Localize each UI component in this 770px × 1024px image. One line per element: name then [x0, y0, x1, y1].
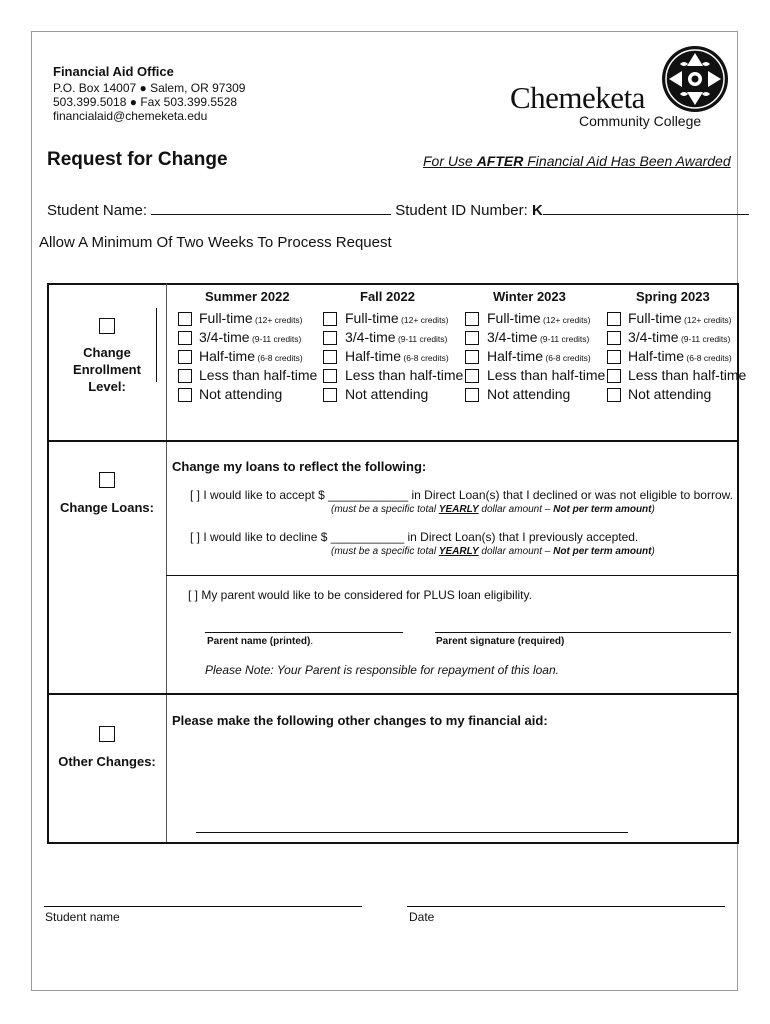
- parent-repayment-note: Please Note: Your Parent is responsible for repayment of this loan.: [205, 663, 559, 677]
- enrollment-option-label: Half-time (6-8 credits): [345, 348, 449, 364]
- row-divider-2: [47, 693, 739, 695]
- enrollment-option-checkbox[interactable]: [465, 369, 479, 383]
- enrollment-option-checkbox[interactable]: [465, 388, 479, 402]
- enrollment-option-label: Full-time (12+ credits): [628, 310, 732, 326]
- other-changes-label: Other Changes:: [58, 754, 156, 769]
- enrollment-option-checkbox[interactable]: [178, 369, 192, 383]
- table-column-divider: [166, 283, 167, 843]
- enrollment-option-label: Less than half-time: [345, 367, 464, 383]
- term-header: Winter 2023: [493, 289, 566, 304]
- loan-accept-note: (must be a specific total YEARLY dollar amount – Not per term amount): [331, 504, 655, 515]
- enrollment-option-label: Full-time (12+ credits): [487, 310, 591, 326]
- enrollment-option-checkbox[interactable]: [178, 331, 192, 345]
- table-left-border: [47, 283, 49, 843]
- change-loans-checkbox[interactable]: [99, 472, 115, 488]
- processing-notice: Allow A Minimum Of Two Weeks To Process Request: [39, 234, 392, 251]
- enrollment-option-label: Not attending: [487, 386, 571, 402]
- other-changes-checkbox[interactable]: [99, 726, 115, 742]
- student-info-line: Student Name: Student ID Number: K: [47, 202, 749, 219]
- plus-loan-option[interactable]: [ ] My parent would like to be considered for PLUS loan eligibility.: [188, 588, 532, 602]
- enrollment-option-label: 3/4-time (9-11 credits): [345, 329, 448, 345]
- other-changes-line[interactable]: [196, 832, 628, 833]
- enrollment-option-checkbox[interactable]: [607, 312, 621, 326]
- parent-signature-line[interactable]: [435, 632, 731, 633]
- student-signature-label: Student name: [45, 910, 120, 924]
- enrollment-option-checkbox[interactable]: [607, 350, 621, 364]
- office-title: Financial Aid Office: [53, 64, 174, 79]
- term-header: Spring 2023: [636, 289, 710, 304]
- enrollment-option-label: Less than half-time: [199, 367, 318, 383]
- student-signature-line[interactable]: [44, 906, 362, 907]
- enrollment-option-label: Half-time (6-8 credits): [199, 348, 303, 364]
- other-changes-heading: Please make the following other changes to my financial aid:: [172, 713, 548, 728]
- enrollment-option-checkbox[interactable]: [323, 312, 337, 326]
- enrollment-option-checkbox[interactable]: [323, 350, 337, 364]
- enrollment-option-checkbox[interactable]: [465, 331, 479, 345]
- office-email: financialaid@chemeketa.edu: [53, 109, 208, 123]
- enrollment-option-label: Not attending: [628, 386, 712, 402]
- loans-heading: Change my loans to reflect the following:: [172, 459, 427, 474]
- parent-signature-label: Parent signature (required): [436, 636, 565, 647]
- enrollment-option-label: Less than half-time: [628, 367, 747, 383]
- college-seal-icon: [660, 44, 730, 114]
- enrollment-option-checkbox[interactable]: [323, 331, 337, 345]
- enrollment-option-label: 3/4-time (9-11 credits): [628, 329, 731, 345]
- logo-name: Chemeketa: [510, 80, 645, 115]
- enrollment-option-label: Not attending: [199, 386, 283, 402]
- enrollment-option-checkbox[interactable]: [465, 312, 479, 326]
- form-title: Request for Change: [47, 149, 228, 170]
- date-line[interactable]: [407, 906, 725, 907]
- term-header: Summer 2022: [205, 289, 290, 304]
- enrollment-option-checkbox[interactable]: [178, 388, 192, 402]
- enrollment-option-checkbox[interactable]: [607, 388, 621, 402]
- enrollment-option-label: Half-time (6-8 credits): [487, 348, 591, 364]
- enrollment-option-label: Half-time (6-8 credits): [628, 348, 732, 364]
- row-divider-plus: [166, 575, 739, 576]
- student-name-label: Student Name:: [47, 202, 152, 219]
- enrollment-option-checkbox[interactable]: [323, 388, 337, 402]
- enrollment-option-label: 3/4-time (9-11 credits): [487, 329, 590, 345]
- change-enrollment-checkbox[interactable]: [99, 318, 115, 334]
- use-after-notice: For Use AFTER Financial Aid Has Been Awarded: [423, 153, 731, 169]
- enrollment-label: Change Enrollment Level:: [73, 345, 141, 394]
- enrollment-divider-tick: [156, 308, 157, 382]
- enrollment-option-checkbox[interactable]: [607, 369, 621, 383]
- student-id-field[interactable]: [543, 202, 749, 215]
- enrollment-option-label: Full-time (12+ credits): [345, 310, 449, 326]
- enrollment-option-label: Not attending: [345, 386, 429, 402]
- parent-name-line[interactable]: [205, 632, 403, 633]
- office-address: P.O. Box 14007 ● Salem, OR 97309: [53, 81, 246, 95]
- enrollment-option-checkbox[interactable]: [178, 350, 192, 364]
- logo-subtitle: Community College: [579, 113, 702, 129]
- loan-decline-note: (must be a specific total YEARLY dollar amount – Not per term amount): [331, 546, 655, 557]
- enrollment-option-checkbox[interactable]: [465, 350, 479, 364]
- table-bottom-border: [47, 842, 739, 844]
- enrollment-option-label: 3/4-time (9-11 credits): [199, 329, 302, 345]
- student-name-field[interactable]: [151, 202, 391, 215]
- enrollment-option-label: Less than half-time: [487, 367, 606, 383]
- loans-label: Change Loans:: [60, 500, 154, 515]
- enrollment-option-checkbox[interactable]: [323, 369, 337, 383]
- enrollment-option-checkbox[interactable]: [607, 331, 621, 345]
- student-id-label: Student ID Number:: [395, 202, 532, 219]
- term-header: Fall 2022: [360, 289, 415, 304]
- loan-decline-option[interactable]: [ ] I would like to decline $ ___________ in Direct Loan(s) that I previously accepted.: [190, 530, 639, 544]
- row-divider-1: [47, 440, 739, 442]
- loan-accept-option[interactable]: [ ] I would like to accept $ ____________ in Direct Loan(s) that I declined or was not eligible to borrow.: [190, 488, 733, 502]
- parent-name-label: Parent name (printed).: [207, 636, 314, 647]
- table-top-border: [47, 283, 739, 285]
- date-label: Date: [409, 910, 435, 924]
- enrollment-option-label: Full-time (12+ credits): [199, 310, 303, 326]
- office-phone: 503.399.5018 ● Fax 503.399.5528: [53, 95, 238, 109]
- enrollment-option-checkbox[interactable]: [178, 312, 192, 326]
